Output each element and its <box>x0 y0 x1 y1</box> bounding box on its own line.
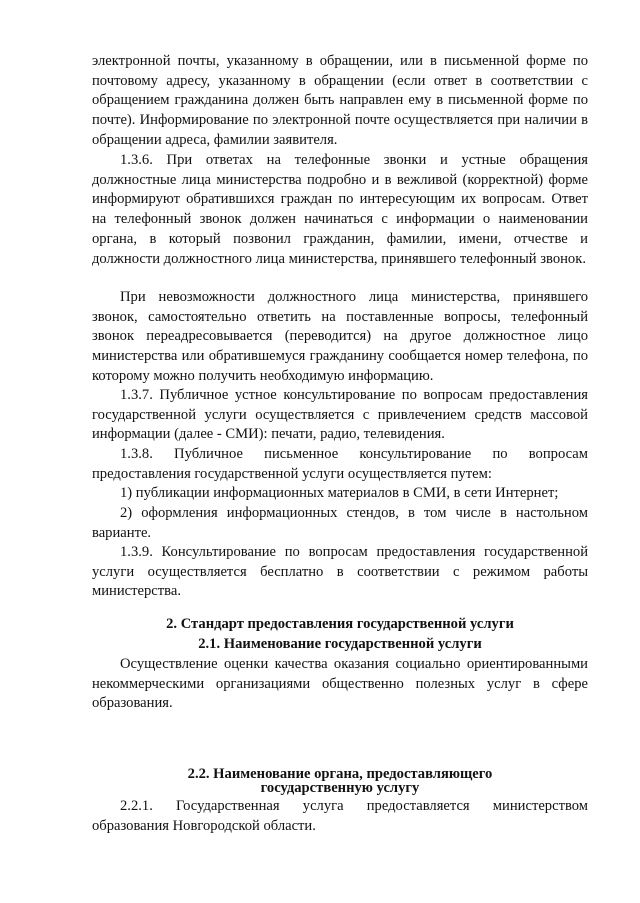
section-2-2-1-text: 2.2.1. Государственная услуга предоставляется министерством образования Новгородской области. <box>92 798 588 834</box>
paragraph-1-3-7: 1.3.7. Публичное устное консультирование по вопросам предоставления государственной услуги осуществляется с привлечением средств массовой информации (далее - СМИ): печати, радио, телевидения. <box>92 387 588 443</box>
section-2-1-text: Осуществление оценки качества оказания социально ориентированными некоммерческими организациями общественно полезных услуг в сфере образования. <box>92 656 588 712</box>
section-2-1-heading: 2.1. Наименование государственной услуги <box>198 636 482 652</box>
list-item-2: 2) оформления информационных стендов, в том числе в настольном варианте. <box>92 505 588 541</box>
paragraph-email-info: электронной почты, указанному в обращении, или в письменной форме по почтовому адресу, указанному в обращении (если ответ в соответствии с обращением гражданина должен быть направлен ему в письменной форме по почте). Информирование по электронной почте осуществляется при наличии в обращении адреса, фамилии заявителя. <box>92 53 588 148</box>
paragraph-1-3-6: 1.3.6. При ответах на телефонные звонки и устные обращения должностные лица министерства подробно и в вежливой (корректной) форме информируют обратившихся граждан по интересующим их вопросам. Ответ на телефонный звонок должен начинаться с информации о наименовании органа, в который позвонил гражданин, фамилии, имени, отчестве и должности должностного лица министерства, принявшего телефонный звонок. <box>92 152 588 267</box>
paragraph-1-3-9: 1.3.9. Консультирование по вопросам предоставления государственной услуги осуществляется бесплатно в соответствии с режимом работы министерства. <box>92 544 588 600</box>
section-2-2-heading-line1: 2.2. Наименование органа, предоставляющего <box>187 766 493 782</box>
paragraph-1-3-8: 1.3.8. Публичное письменное консультирование по вопросам предоставления государственной услуги осуществляется путем: <box>92 446 588 482</box>
list-item-1: 1) публикации информационных материалов в СМИ, в сети Интернет; <box>120 485 559 501</box>
section-2-heading: 2. Стандарт предоставления государственной услуги <box>166 616 514 632</box>
paragraph-redirect: При невозможности должностного лица министерства, принявшего звонок, самостоятельно ответить на поставленные вопросы, телефонный звонок переадресовывается (переводится) на другое должностное лицо министерства или обратившемуся гражданину сообщается номер телефона, по которому можно получить необходимую информацию. <box>92 289 588 384</box>
section-2-2-heading-line2: государственную услугу <box>260 780 420 796</box>
